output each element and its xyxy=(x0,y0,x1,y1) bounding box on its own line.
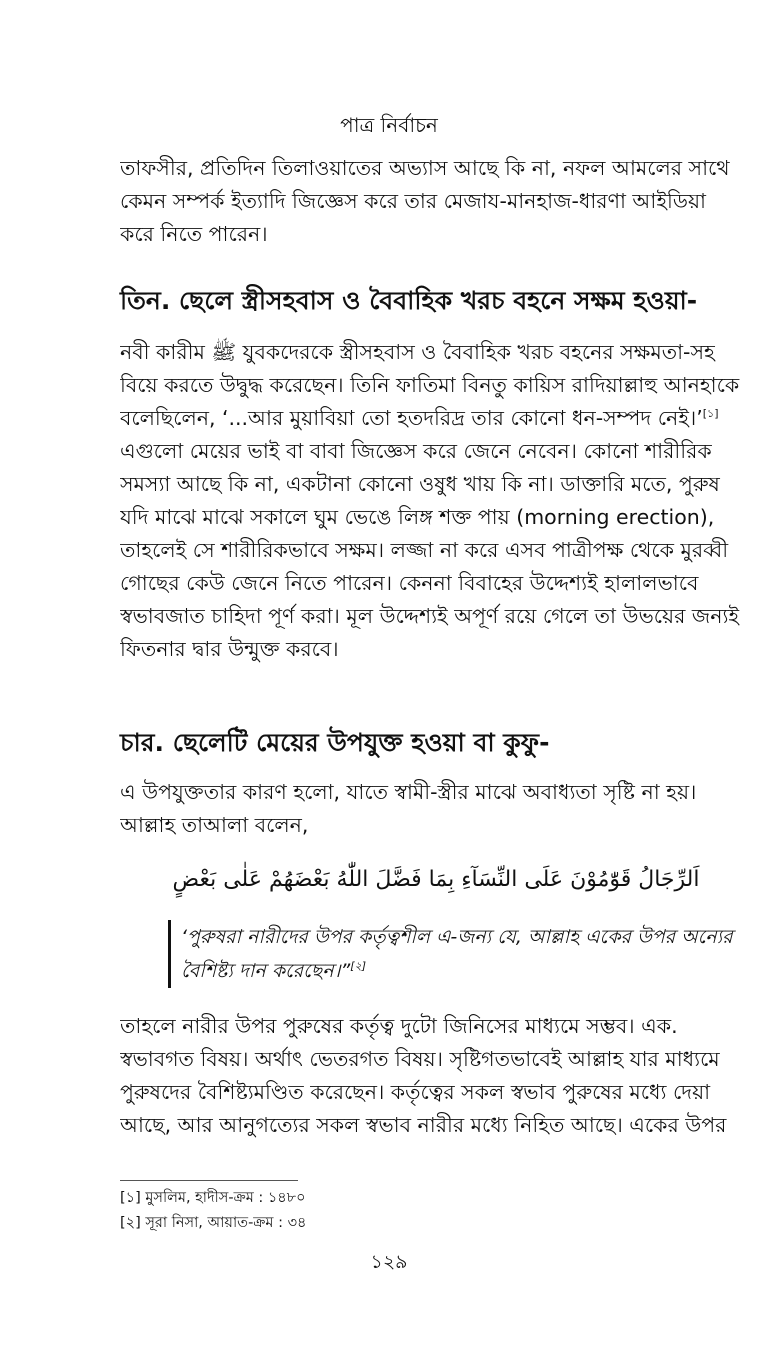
page-number: ১২৯ xyxy=(370,1251,408,1273)
text-line: যদি মাঝে মাঝে সকালে ঘুম ভেঙে লিঙ্গ শক্ত পায় (morning erection), xyxy=(120,505,715,529)
footnotes xyxy=(120,1186,752,1236)
text-line: নবী কারীম ﷺ যুবকদেরকে স্ত্রীসহবাস ও বৈবাহিক খরচ বহনের সক্ষমতা-সহ xyxy=(120,340,715,364)
final-paragraph xyxy=(120,1010,752,1142)
text-line: তাহলেই সে শারীরিকভাবে সক্ষম। লজ্জা না করে এসব পাত্রীপক্ষ থেকে মুরব্বী xyxy=(120,538,729,562)
running-head: পাত্র নির্বাচন xyxy=(340,113,438,137)
quote-line: ‘পুরুষরা নারীদের উপর কর্তৃত্বশীল এ-জন্য যে, আল্লাহ একের উপর অন্যের xyxy=(181,926,733,948)
text-line: পুরুষদের বৈশিষ্ট্যমণ্ডিত করেছেন। কর্তৃত্বের সকল স্বভাব পুরুষের মধ্যে দেয়া xyxy=(120,1080,711,1104)
text-line: বিয়ে করতে উদ্বুদ্ধ করেছেন। তিনি ফাতিমা বিনতু কায়িস রাদিয়াল্লাহু আনহাকে xyxy=(120,373,740,397)
text-line: তাহলে নারীর উপর পুরুষের কর্তৃত্ব দুটো জিনিসের মাধ্যমে সম্ভব। এক. xyxy=(120,1014,678,1038)
text-line: ফিতনার দ্বার উন্মুক্ত করবে। xyxy=(120,637,339,661)
arabic-verse: اَلرِّجَالُ قَوّٰمُوْنَ عَلَى النِّسَآءِ بِمَا فَضَّلَ اللّٰهُ بَعْضَهُمْ عَلٰى بَعْضٍ xyxy=(172,867,700,892)
text-line: এ উপযুক্ততার কারণ হলো, যাতে স্বামী-স্ত্রীর মাঝে অবাধ্যতা সৃষ্টি না হয়। xyxy=(120,780,697,804)
text-line: কেমন সম্পর্ক ইত্যাদি জিজ্ঞেস করে তার মেজায-মানহাজ-ধারণা আইডিয়া xyxy=(120,189,706,213)
footnote-item: [১] মুসলিম, হাদীস-ক্রম : ১৪৮০ xyxy=(120,1190,306,1206)
section-four-paragraph xyxy=(120,776,752,842)
text-line: সমস্যা আছে কি না, একটানা কোনো ওষুধ খায় কি না। ডাক্তারি মতে, পুরুষ xyxy=(120,472,720,496)
section-heading-three: তিন. ছেলে স্ত্রীসহবাস ও বৈবাহিক খরচ বহনে সক্ষম হওয়া- xyxy=(120,286,698,315)
verse-translation-quote xyxy=(168,920,767,988)
intro-paragraph xyxy=(120,152,752,251)
footnote-ref: [১] xyxy=(702,407,719,421)
footnote-divider xyxy=(120,1180,298,1181)
text-fragment: বলেছিলেন, ‘...আর মুয়াবিয়া তো হতদরিদ্র তার কোনো ধন-সম্পদ নেই।’ xyxy=(120,406,703,430)
footnote-ref: [২] xyxy=(350,959,367,973)
text-line: স্বভাবগত বিষয়। অর্থাৎ ভেতরগত বিষয়। সৃষ্টিগতভাবেই আল্লাহ যার মাধ্যমে xyxy=(120,1047,720,1071)
text-line: তাফসীর, প্রতিদিন তিলাওয়াতের অভ্যাস আছে কি না, নফল আমলের সাথে xyxy=(120,156,730,180)
text-fragment: বৈশিষ্ট্য দান করেছেন।” xyxy=(181,960,351,982)
text-line: গোছের কেউ জেনে নিতে পারেন। কেননা বিবাহের উদ্দেশ্যই হালালভাবে xyxy=(120,571,699,595)
quote-line xyxy=(181,954,767,988)
text-line: আছে, আর আনুগত্যের সকল স্বভাব নারীর মধ্যে নিহিত আছে। একের উপর xyxy=(120,1113,727,1137)
footnote-item: [২] সূরা নিসা, আয়াত-ক্রম : ৩৪ xyxy=(120,1215,307,1231)
text-line: করে নিতে পারেন। xyxy=(120,222,268,246)
section-three-paragraph xyxy=(120,336,752,666)
text-line: এগুলো মেয়ের ভাই বা বাবা জিজ্ঞেস করে জেনে নেবেন। কোনো শারীরিক xyxy=(120,439,712,463)
text-line: স্বভাবজাত চাহিদা পূর্ণ করা। মূল উদ্দেশ্যই অপূর্ণ রয়ে গেলে তা উভয়ের জন্যই xyxy=(120,604,740,628)
text-line: আল্লাহ তাআলা বলেন, xyxy=(120,813,309,837)
section-heading-four: চার. ছেলেটি মেয়ের উপযুক্ত হওয়া বা কুফু- xyxy=(120,728,550,757)
text-line xyxy=(120,402,752,435)
